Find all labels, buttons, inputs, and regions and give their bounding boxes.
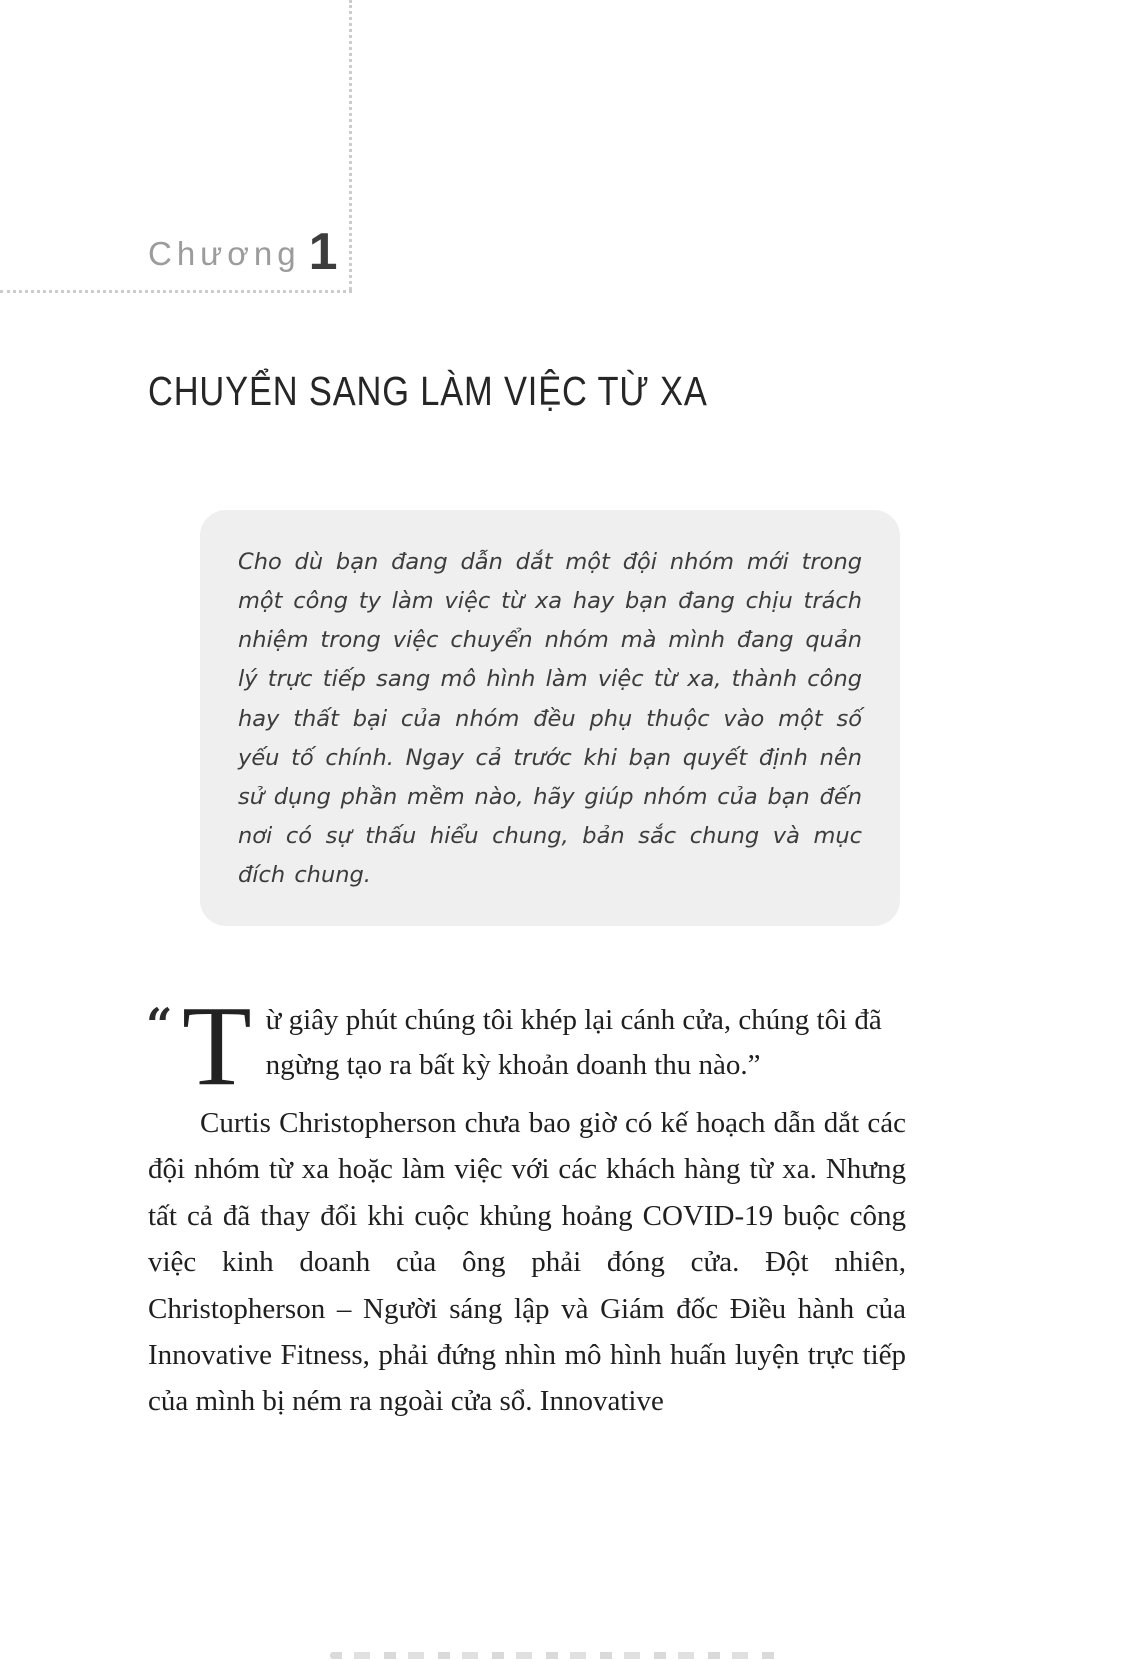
- body-paragraph: Curtis Christopherson chưa bao giờ có kế hoạch dẫn dắt các đội nhóm từ xa hoặc làm việc với các khách hàng từ xa. Nhưng tất cả đã thay đổi khi cuộc khủng hoảng COVID-19 buộc công việc kinh doanh của ông phải đóng cửa. Đột nhiên, Christopherson – Người sáng lập và Giám đốc Điều hành của Innovative Fitness, phải đứng nhìn mô hình huấn luyện trực tiếp của mình bị ném ra ngoài cửa sổ. Innovative: [148, 1107, 906, 1418]
- open-quote-mark: “: [146, 998, 173, 1052]
- chapter-marker: [148, 222, 338, 282]
- chapter-label: Chương: [148, 235, 301, 272]
- quote-text: ừ giây phút chúng tôi khép lại cánh cửa, chúng tôi đã ngừng tạo ra bất kỳ khoản doanh thu nào.”: [265, 1004, 882, 1081]
- chapter-number: 1: [308, 223, 338, 281]
- drop-cap: T: [182, 982, 252, 1109]
- chapter-divider-horizontal-dotted: [0, 290, 352, 293]
- summary-text: Cho dù bạn đang dẫn dắt một đội nhóm mới trong một công ty làm việc từ xa hay bạn đang chịu trách nhiệm trong việc chuyển nhóm mà mình đang quản lý trực tiếp sang mô hình làm việc từ xa, thành công hay thất bại của nhóm đều phụ thuộc vào một số yếu tố chính. Ngay cả trước khi bạn quyết định nên sử dụng phần mềm nào, hãy giúp nhóm của bạn đến nơi có sự thấu hiểu chung, bản sắc chung và mục đích chung.: [238, 549, 862, 889]
- page-title: CHUYỂN SANG LÀM VIỆC TỪ XA: [148, 368, 708, 414]
- summary-box: [200, 510, 900, 926]
- next-page-line-cutoff: [330, 1652, 780, 1659]
- chapter-divider-vertical-dotted: [349, 0, 352, 290]
- opening-quote: [146, 982, 906, 1109]
